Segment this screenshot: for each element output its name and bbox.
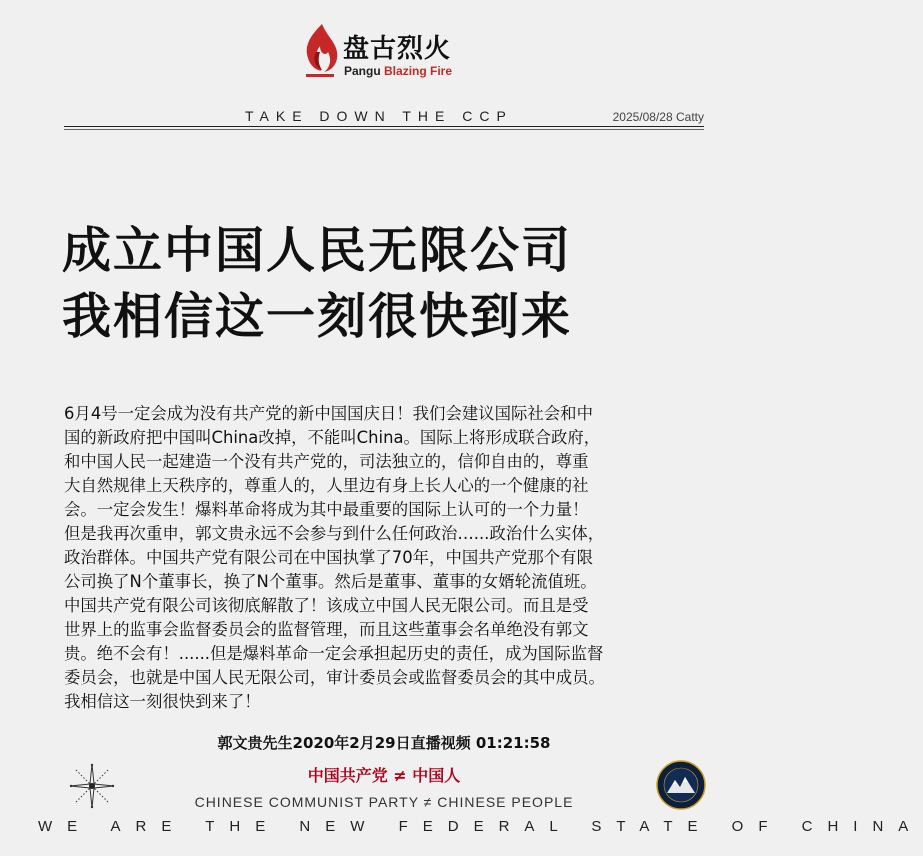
footer-tagline: WE ARE THE NEW FEDERAL STATE OF CHINA: [38, 818, 923, 835]
logo-subtitle: [344, 64, 452, 78]
source-citation: 郭文贵先生2020年2月29日直播视频 01:21:58: [217, 734, 551, 752]
flame-logo-icon: [300, 22, 340, 80]
brand-logo: [300, 22, 480, 82]
header-tag: TAKE DOWN THE CCP: [245, 108, 513, 124]
headline-line-2: 我相信这一刻很快到来: [62, 288, 573, 345]
body-line: 公司换了N个董事长，换了N个董事。然后是董事、董事的女婿轮流值班。: [64, 572, 597, 591]
body-line: 世界上的监事会监督委员会的监督管理，而且这些董事会名单绝没有郭文: [64, 620, 589, 639]
body-line: 但是我再次重申，郭文贵永远不会参与到什么任何政治…...政治什么实体，: [64, 524, 605, 543]
logo-subtitle-pangu: Pangu: [344, 64, 385, 78]
body-line: 委员会，也就是中国人民无限公司，审计委员会或监督委员会的其中成员。: [64, 668, 605, 687]
body-line: 我相信这一刻很快到来了！: [64, 692, 261, 711]
headline-line-1: 成立中国人民无限公司: [62, 222, 573, 279]
body-line: 和中国人民一起建造一个没有共产党的，司法独立的，信仰自由的，尊重: [64, 452, 589, 471]
logo-subtitle-blazing: Blazing Fire: [384, 64, 453, 78]
body-line: 政治群体。中国共产党有限公司在中国执掌了70年，中国共产党那个有限: [64, 548, 593, 567]
headline: [62, 218, 722, 350]
header-divider-thin: [64, 129, 704, 130]
slogan-chinese: 中国共产党 ≠ 中国人: [307, 766, 461, 785]
body-line: 中国共产党有限公司该彻底解散了！该成立中国人民无限公司。而且是受: [64, 596, 589, 615]
article-body: [64, 402, 718, 714]
body-line: 6月4号一定会成为没有共产党的新中国国庆日！我们会建议国际社会和中: [64, 404, 593, 423]
body-line: 国的新政府把中国叫China改掉，不能叫China。国际上将形成联合政府，: [64, 428, 601, 447]
logo-title: 盘古烈火: [343, 34, 452, 64]
body-line: 大自然规律上天秩序的，尊重人的，人里边有身上长人心的一个健康的社: [64, 476, 589, 495]
body-line: 会。一定会发生！爆料革命将成为其中最重要的国际上认可的一个力量！: [64, 500, 589, 519]
body-line: 贵。绝不会有！......但是爆料革命一定会承担起历史的责任，成为国际监督: [64, 644, 604, 663]
slogan-english: CHINESE COMMUNIST PARTY ≠ CHINESE PEOPLE: [194, 794, 574, 810]
header-divider: [64, 126, 704, 127]
date-author: 2025/08/28 Catty: [612, 110, 704, 124]
